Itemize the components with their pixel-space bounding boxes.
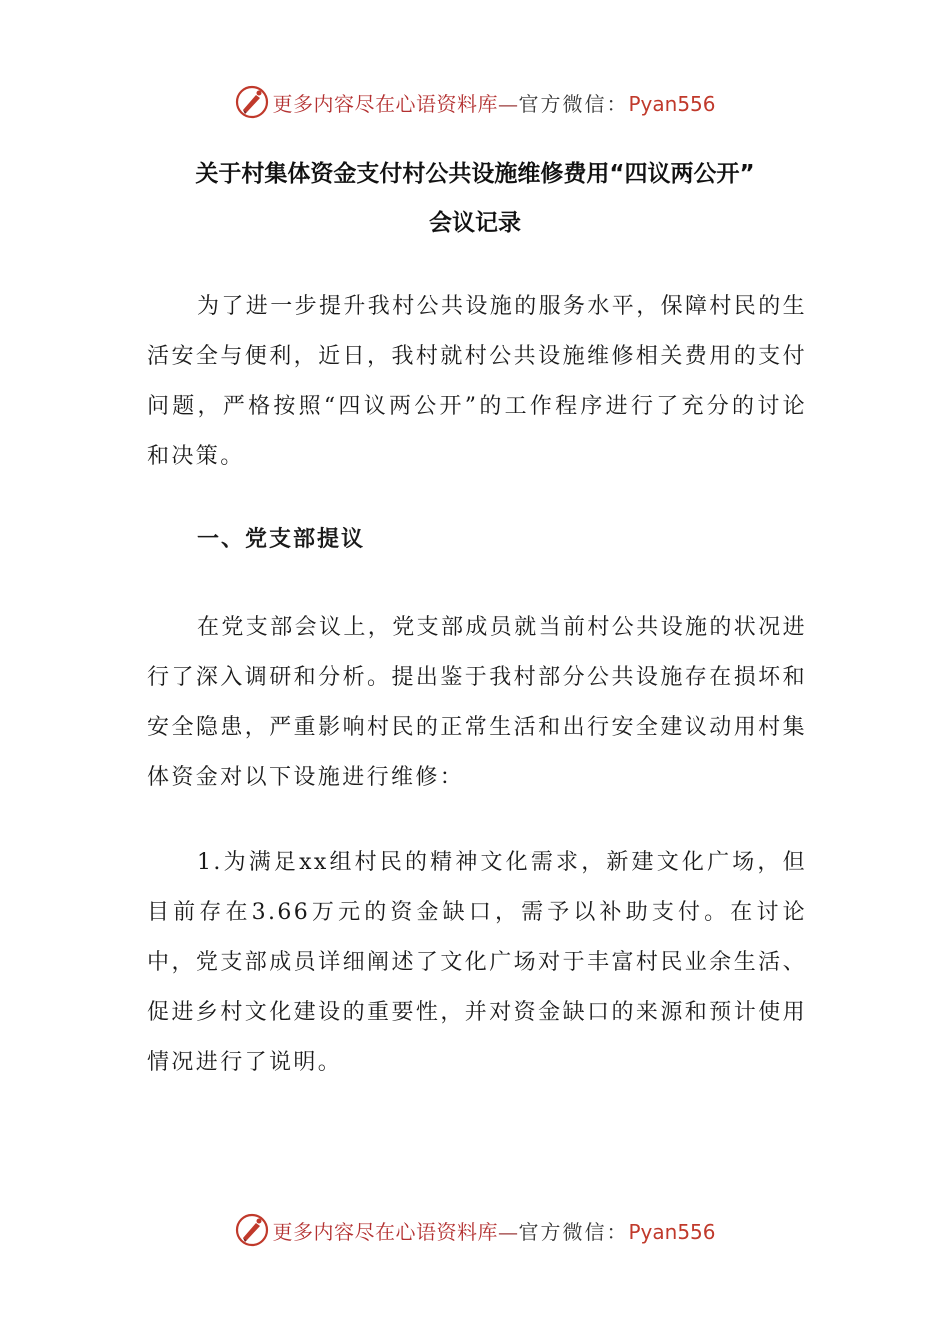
list-item-1: 1.为满足xx组村民的精神文化需求，新建文化广场，但目前存在3.66万元的资金缺口，需予以补助支付。在讨论中，党支部成员详细阐述了文化广场对于丰富村民业余生活、促进乡村文化建设的重要性，并对资金缺口的来源和预计使用情况进行了说明。: [147, 850, 807, 1075]
pen-logo-icon: [234, 1212, 270, 1248]
document-title-line2: 会议记录: [429, 210, 521, 236]
pen-logo-icon: [234, 84, 270, 120]
intro-paragraph: 为了进一步提升我村公共设施的服务水平，保障村民的生活安全与便利，近日，我村就村公共设施维修相关费用的支付问题，严格按照“四议两公开”的工作程序进行了充分的讨论和决策。: [147, 294, 808, 469]
wechat-id: Pyan556: [628, 1219, 716, 1244]
banner-text: 更多内容尽在心语资料库—官方微信：Pyan556: [272, 1219, 716, 1244]
section1-paragraph: 在党支部会议上，党支部成员就当前村公共设施的状况进行了深入调研和分析。提出鉴于我村部分公共设施存在损坏和安全隐患，严重影响村民的正常生活和出行安全建议动用村集体资金对以下设施进行维修：: [147, 615, 808, 790]
footer-banner: [0, 1210, 950, 1250]
document-title-line1: 关于村集体资金支付村公共设施维修费用“四议两公开”: [195, 161, 755, 187]
header-banner: [0, 82, 950, 122]
banner-text: 更多内容尽在心语资料库—官方微信：Pyan556: [272, 91, 716, 116]
wechat-id: Pyan556: [628, 91, 716, 116]
section1-heading: 一、党支部提议: [197, 527, 366, 552]
